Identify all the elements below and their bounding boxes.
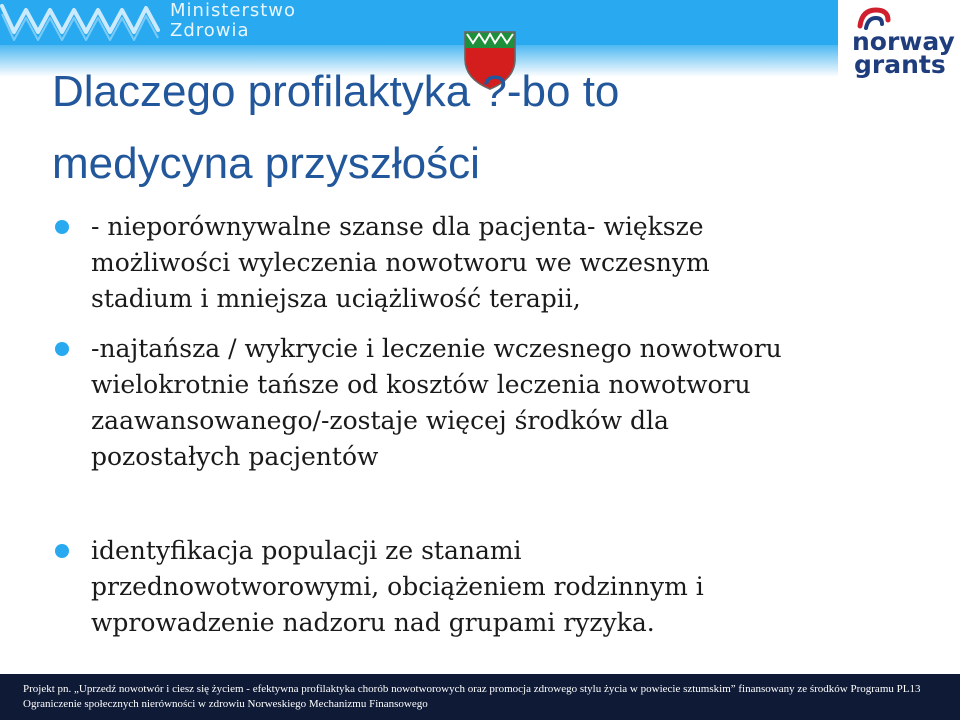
bullet-line: zaawansowanego/-zostaje więcej środków dla bbox=[91, 406, 669, 435]
bullet-text bbox=[91, 331, 911, 475]
bullet-line: pozostałych pacjentów bbox=[91, 442, 379, 471]
bullet-line: możliwości wyleczenia nowotworu we wczesnym bbox=[91, 248, 710, 277]
norway-logo-word: norway bbox=[852, 27, 955, 56]
norway-grants-logo bbox=[838, 0, 960, 86]
bullet-dot-icon bbox=[55, 544, 69, 558]
ministry-logo-icon bbox=[0, 0, 160, 46]
bullet-line: wprowadzenie nadzoru nad grupami ryzyka. bbox=[91, 608, 655, 637]
title-line-2: medycyna przyszłości bbox=[52, 139, 480, 188]
title-line-1: Dlaczego profilaktyka ?-bo to bbox=[52, 67, 620, 116]
bullet-line: - nieporównywalne szanse dla pacjenta- większe bbox=[91, 212, 704, 241]
grants-logo-word: grants bbox=[854, 50, 946, 79]
footer bbox=[0, 674, 960, 720]
footer-line-1: Projekt pn. „Uprzedź nowotwór i ciesz się życiem - efektywna profilaktyka chorób nowotworowych oraz promocja zdrowego stylu życia w powiecie sztumskim” finansowany ze środków Programu PL13 bbox=[23, 683, 921, 695]
bullet-dot-icon bbox=[55, 220, 69, 234]
bullet-line: identyfikacja populacji ze stanami bbox=[91, 536, 522, 565]
ministry-name bbox=[170, 1, 296, 41]
slide-title bbox=[52, 56, 832, 200]
bullet-text bbox=[91, 533, 911, 641]
bullet-text bbox=[91, 209, 911, 317]
ministry-line-2: Zdrowia bbox=[170, 20, 250, 41]
bullet-line: wielokrotnie tańsze od kosztów leczenia nowotworu bbox=[91, 370, 751, 399]
footer-line-2: Ograniczenie społecznych nierówności w zdrowiu Norweskiego Mechanizmu Finansowego bbox=[23, 698, 428, 710]
ministry-logo bbox=[0, 0, 340, 46]
bullet-line: -najtańsza / wykrycie i leczenie wczesnego nowotworu bbox=[91, 334, 782, 363]
bullet-line: stadium i mniejsza uciążliwość terapii, bbox=[91, 284, 581, 313]
bullet-dot-icon bbox=[55, 342, 69, 356]
bullet-line: przednowotworowymi, obciążeniem rodzinnym i bbox=[91, 572, 704, 601]
ministry-line-1: Ministerstwo bbox=[170, 0, 297, 21]
